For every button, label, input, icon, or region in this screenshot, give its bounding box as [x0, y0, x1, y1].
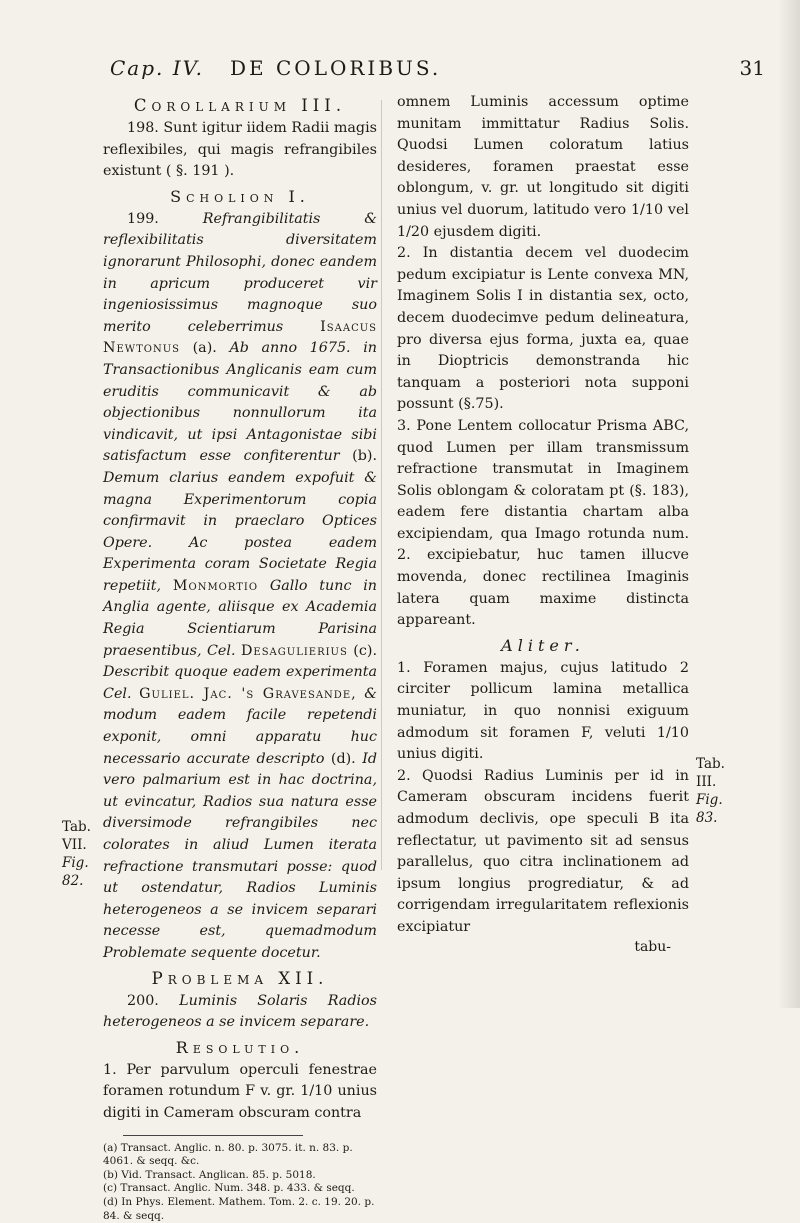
p199-text-e: Describit quoque eadem experimenta Cel. [103, 664, 377, 702]
resolutio-step-3: 3. Pone Lentem collocatur Prisma ABC, quod Lumen per illam transmissum refractione transmutat in Imaginem Solis oblongam & coloratam pt (§. 183), eadem fere distantia chartam alba excipiendam, qua Imago rotunda num. 2. excipiebatur, huc tamen illucve movenda, donec rectilinea Imaginis latera quam maxime distincta appareant. [397, 417, 689, 629]
aliter-step-1: 1. Foramen majus, cujus latitudo 2 circiter pollicum lamina metallica muniatur, in quo nonnisi exiguum admodum sit foramen F, veluti 1/10 unius digiti. [397, 659, 689, 763]
margin-fig-ref: Fig. 82. [62, 855, 89, 889]
paragraph-199 [103, 209, 377, 965]
name-desaguliers: Desagulierius [240, 642, 348, 659]
author-newton: Isaacus Newtonus [103, 318, 378, 357]
p199-text-g: Id vero palmarium est in hac doctrina, ut evincatur, Radios sua natura esse diversimode refrangibiles nec colorates in aliud Lumen iterata refractione transmutari posse: quod ut ostendatur, Radios Luminis heterogeneos a se invicem separari necesse est, quemadmodum Problemate sequente docetur. [103, 750, 377, 961]
right-column [397, 92, 689, 955]
left-column [103, 92, 377, 1223]
chapter-label: Cap. IV. [110, 56, 204, 80]
footnote-rule [123, 1135, 303, 1136]
footnote-b: (b) Vid. Transact. Anglican. 85. p. 5018. [103, 1168, 316, 1181]
p199-text-a: Refrangibilitatis & reflexibilitatis diversitatem ignorarunt Philosophi, donec eandem in apricum produceret vir ingeniosissimus magnoque suo merito celeberrimus [103, 210, 378, 335]
paragraph-200 [103, 991, 377, 1034]
footnote-a: (a) Transact. Anglic. n. 80. p. 3075. it. n. 83. p. 4061. & seqq. &c. [103, 1141, 353, 1168]
p199-number: 199. [127, 210, 159, 227]
cite-a: (a). [192, 340, 217, 357]
p199-text-c: Demum clarius eandem expofuit & magna Experimentorum copia confirmavit in praeclaro Optices Opere. Ac postea eadem Experimenta coram Societate Regia repetiit, [103, 469, 377, 594]
footnote-d: (d) In Phys. Element. Mathem. Tom. 2. c. 19. 20. p. 84. & seqq. [103, 1195, 375, 1222]
left-margin-note [62, 818, 102, 890]
aliter-step-2: 2. Quodsi Radius Luminis per id in Cameram obscuram incidens fuerit admodum declivis, ope speculi B ita reflectatur, ut pavimento sit ad sensus parallelus, quo citra inclinationem ad ipsum longius progrediatur, & ad corrigendam irregularitatem reflexionis excipiatur [397, 767, 689, 935]
cite-c: (c). [353, 642, 377, 659]
p199-text-f: & modum eadem facile repetendi exponit, omni apparatu huc necessario accurate descripto [103, 685, 378, 767]
page-number: 31 [739, 56, 765, 80]
resolutio-step-2: 2. In distantia decem vel duodecim pedum excipiatur is Lente convexa MN, Imaginem Solis I in distantia sex, octo, decem duodecimve pedum delineatura, pro diversa ejus forma, juxta ea, quae in Dioptricis demonstranda hic tanquam a posteriori nota supponi possunt (§.75). [397, 245, 689, 413]
catchword: tabu- [634, 938, 671, 955]
footnotes [103, 1142, 377, 1223]
right-intro: omnem Luminis accessum optime munitam immittatur Radius Solis. Quodsi Lumen coloratum latius desideres, foramen praestat esse oblongum, v. gr. ut longitudo sit digiti unius vel duorum, latitudo vero 1/10 vel 1/20 ejusdem digiti. [397, 94, 689, 240]
resolutio-step-1: 1. Per parvulum operculi fenestrae foramen rotundum F v. gr. 1/10 unius digiti in Cameram obscuram contra [103, 1061, 377, 1121]
cite-b: (b). [352, 448, 378, 465]
running-title: DE COLORIBUS. [230, 56, 442, 80]
right-margin-note [696, 755, 742, 827]
aliter-heading: Aliter. [501, 635, 585, 655]
page-edge-shadow [778, 0, 800, 1008]
margin-fig-ref-right: Fig. 83. [696, 792, 723, 826]
running-header [110, 56, 765, 86]
margin-tab-ref: Tab. VII. [62, 819, 91, 853]
p199-text-d: Gallo tunc in Anglia agente, aliisque ex Academia Regia Scientiarum Parisina praesentibus, Cel. [103, 577, 377, 659]
p199-text-b: Ab anno 1675. in Transactionibus Anglicanis eam cum eruditis communicavit & ab objectionibus nonnullorum ita vindicavit, ut ipsi Antagonistae sibi satisfactum esse confiterentur [103, 340, 377, 465]
gutter-line [381, 100, 382, 870]
margin-tab-ref-right: Tab. III. [696, 756, 725, 790]
corollarium-heading: Corollarium III. [133, 96, 347, 115]
problema-heading: Problema XII. [151, 968, 329, 988]
scholion-heading: Scholion I. [170, 186, 310, 206]
resolutio-heading: Resolutio. [175, 1037, 305, 1057]
name-gravesande: Guliel. Jac. 's Gravesande, [139, 685, 357, 702]
name-monmortio: Monmortio [172, 577, 259, 594]
p200-number: 200. [127, 992, 159, 1009]
p200-text: Luminis Solaris Radios heterogeneos a se invicem separare. [103, 992, 377, 1031]
footnote-c: (c) Transact. Anglic. Num. 348. p. 433. & seqq. [103, 1182, 355, 1195]
paragraph-198: 198. Sunt igitur iidem Radii magis reflexibiles, qui magis refrangibiles existunt ( §. 191 ). [103, 120, 377, 180]
cite-d: (d). [330, 750, 356, 767]
